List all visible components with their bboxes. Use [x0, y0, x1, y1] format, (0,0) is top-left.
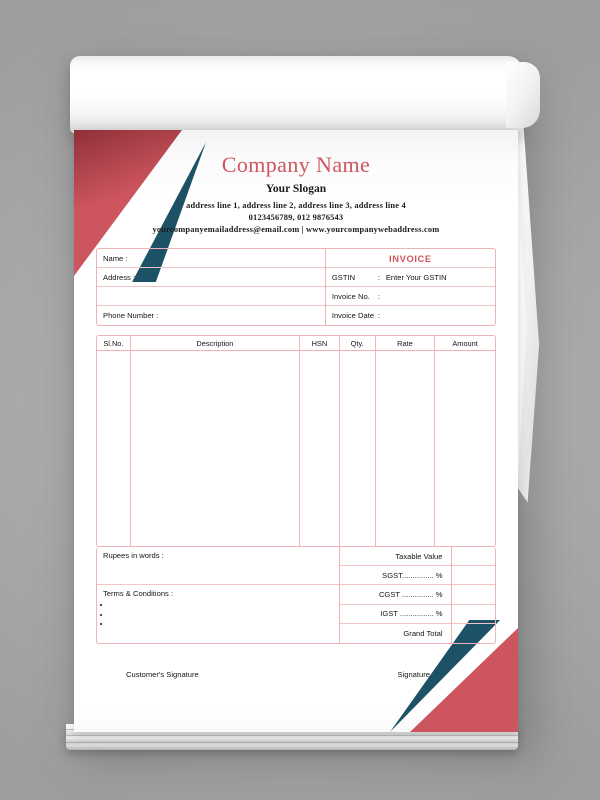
total-label-grand-total: Grand Total	[403, 628, 443, 638]
column-header-rate: Rate	[376, 336, 436, 350]
company-name: Company Name	[221, 152, 371, 177]
company-slogan: Your Slogan	[265, 183, 327, 195]
signature-row	[96, 670, 496, 679]
terms-bullet-item[interactable]	[110, 610, 333, 620]
line-items-body[interactable]	[97, 351, 495, 546]
line-items-table	[96, 335, 496, 547]
terms-label: Terms & Conditions :	[103, 589, 174, 598]
field-invoice-no-colon: :	[377, 291, 380, 301]
column-body-slno[interactable]	[97, 351, 131, 546]
total-value-taxable-value[interactable]	[452, 547, 495, 566]
column-body-hsn[interactable]	[300, 351, 340, 546]
total-value-igst[interactable]	[452, 605, 495, 624]
column-body-amount[interactable]	[435, 351, 495, 546]
column-header-qty: Qty.	[340, 336, 376, 350]
notepad-top-roll-tip	[506, 62, 540, 128]
authorised-signature-label: Signature	[397, 670, 430, 679]
field-gstin-label: GSTIN	[331, 272, 356, 282]
column-header-amount: Amount	[452, 338, 478, 348]
line-items-header-row	[97, 336, 495, 351]
company-email-web: yourcompanyemailaddress@email.com | www.yourcompanywebaddress.com	[152, 225, 440, 234]
field-gstin-value: Enter Your GSTIN	[385, 272, 447, 282]
terms-bullet-list	[110, 600, 333, 629]
company-phone: 0123456789, 012 9876543	[248, 213, 344, 222]
invoice-info-block	[96, 248, 496, 326]
field-invoice-date-label: Invoice Date	[331, 311, 375, 320]
field-gstin[interactable]	[326, 268, 495, 287]
totals-label-column	[340, 547, 452, 643]
column-header-description: Description	[131, 336, 300, 350]
invoice-header	[74, 130, 518, 234]
field-invoice-date[interactable]	[326, 306, 495, 325]
summary-left-column	[97, 547, 340, 643]
column-header-slno: Sl.No.	[97, 336, 131, 350]
customer-info-column	[97, 249, 326, 325]
total-label-cgst: CGST ............... %	[340, 585, 451, 604]
rupees-in-words[interactable]: Rupees in words :	[97, 547, 339, 585]
totals-value-column	[452, 547, 495, 643]
field-address-line2[interactable]	[97, 287, 325, 306]
field-invoice-date-colon: :	[377, 311, 380, 320]
field-gstin-colon: :	[377, 272, 380, 282]
customer-signature-label: Customer's Signature	[126, 670, 199, 679]
invoice-info-column	[326, 249, 495, 325]
notepad-top-roll	[70, 56, 522, 134]
field-invoice-no[interactable]	[326, 287, 495, 306]
summary-block	[96, 547, 496, 644]
field-invoice-no-label: Invoice No.	[331, 291, 370, 301]
total-label-taxable-value: Taxable Value	[340, 547, 451, 566]
field-name[interactable]: Name :	[97, 249, 325, 268]
column-body-qty[interactable]	[340, 351, 376, 546]
total-value-cgst[interactable]	[452, 585, 495, 604]
invoice-title: INVOICE	[326, 249, 495, 268]
terms-and-conditions[interactable]	[97, 585, 339, 643]
summary-totals	[340, 547, 495, 643]
column-header-hsn: HSN	[300, 336, 340, 350]
company-address: address line 1, address line 2, address line 3, address line 4	[186, 201, 406, 210]
field-address[interactable]: Address :	[97, 268, 325, 287]
invoice-sheet	[74, 130, 518, 732]
total-value-sgst[interactable]	[452, 566, 495, 585]
terms-bullet-item[interactable]	[110, 600, 333, 610]
column-body-rate[interactable]	[376, 351, 436, 546]
total-label-igst: IGST ................ %	[340, 605, 451, 624]
total-label-sgst: SGST............... %	[340, 566, 451, 585]
terms-bullet-item[interactable]	[110, 619, 333, 629]
total-value-grand-total[interactable]	[452, 624, 495, 643]
column-body-description[interactable]	[131, 351, 300, 546]
field-phone-number[interactable]: Phone Number :	[103, 311, 159, 320]
